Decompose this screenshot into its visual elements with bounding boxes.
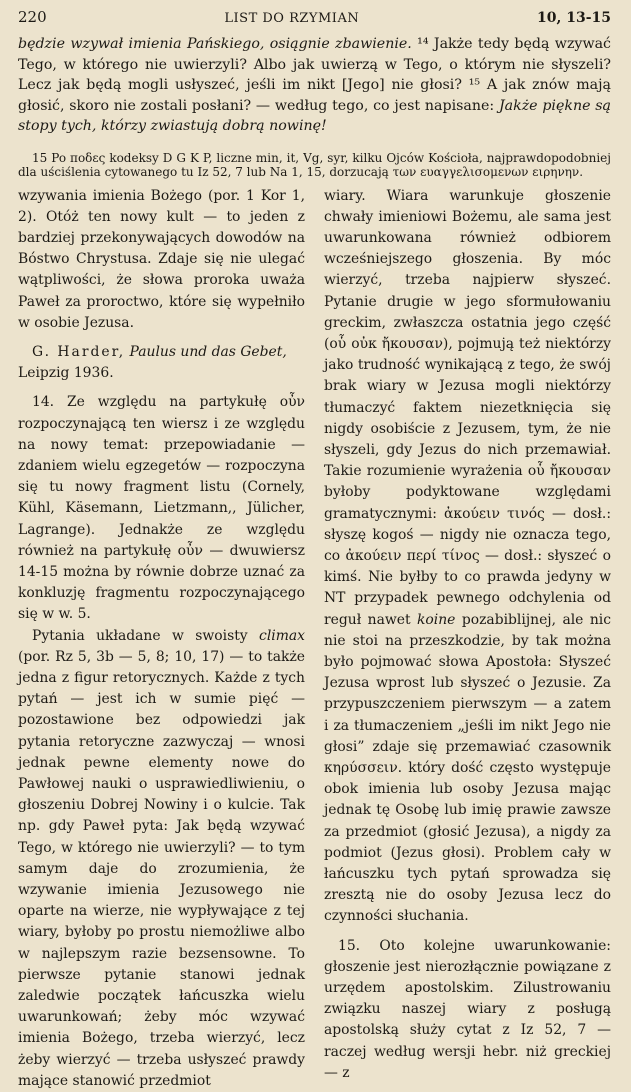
commentary-paragraph	[18, 626, 305, 1092]
reference-title: Paulus und das Gebet,	[130, 344, 287, 360]
running-head	[18, 8, 611, 30]
chapter-verse-reference: 10, 13-15	[537, 10, 611, 26]
scripture-citation: Jakże piękne są stopy tych, którzy zwiastują dobrą nowinę!	[18, 98, 611, 135]
left-column	[18, 186, 305, 1092]
running-title: LIST DO RZYMIAN	[224, 11, 359, 26]
commentary-term: climax	[259, 628, 305, 644]
commentary-text: wiary. Wiara warunkuje głoszenie chwały imieniowi Bożemu, ale sama jest uwarunkowana również odbiorem wcześniejszego głoszenia. By móc wierzyć, trzeba najpierw słyszeć. Pytanie drugie w jego sformułowaniu greckim, zwłaszcza ostatnia jego część (οὗ οὐκ ἤκουσαν), pojmują też niektórzy jako trudność wynikającą z tego, że swój brak wiary w Jezusa mogli niektórzy tłumaczyć faktem niezetknięcia się nigdy osobiście z Jezusem, tym, że nie słyszeli, gdy Jezus do nich przemawiał. Takie rozumienie wyrażenia οὗ ἤκουσαν byłoby podyktowane względami gramatycznymi: ἀκούειν τινός — dosł.: słyszę kogoś — nigdy nie oznacza tego, co ἀκούειν περί τίνος — dosł.: słyszeć o kimś. Nie byłby to co prawda jedyny w NT przypadek pewnego odchylenia od reguł nawet	[324, 188, 611, 628]
scripture-quote: będzie wzywał imienia Pańskiego, osiągnie zbawienie.	[18, 36, 412, 52]
commentary-term: koine	[417, 612, 455, 628]
commentary-text: (por. Rz 5, 3b — 5, 8; 10, 17) — to także jedna z figur retorycznych. Każde z tych pytań — jest ich w sumie pięć — pozostawione bez odpowiedzi jak pytania retoryczne zazwyczaj — wnosi jednak pewne elementy nowe do Pawłowej nauki o usprawiedliwieniu, o głoszeniu Dobrej Nowiny i o kulcie. Tak np. gdy Paweł pyta: Jak będą wzywać Tego, w którego nie uwierzyli? — to tym samym daje do zrozumienia, że wzywanie imienia Jezusowego nie oparte na wierze, nie wypływające z tej wiary, byłoby po prostu niemożliwe albo w najlepszym razie bezsensowne. To pierwsze pytanie stanowi jednak zaledwie początek łańcuszka wielu uwarunkowań; żeby móc wzywać imienia Bożego, trzeba wierzyć, lecz żeby wierzyć — trzeba usłyszeć prawdy mające stanowić przedmiot	[18, 649, 305, 1089]
bibliography-reference	[18, 342, 305, 384]
right-column	[324, 186, 611, 1092]
commentary-paragraph: wzywania imienia Bożego (por. 1 Kor 1, 2). Otóż ten nowy kult — to jeden z bardziej przekonywających dowodów na Bóstwo Chrystusa. Zdaje się nie ulegać wątpliwości, że słowa proroka uważa Paweł za proroctwo, które się wypełniło w osobie Jezusa.	[18, 186, 305, 334]
reference-author: G. Harder,	[32, 344, 125, 360]
scripture-body: ¹⁴ Jakże tedy będą wzywać Tego, w którego nie uwierzyli? Albo jak uwierzą w Tego, o którym nie słyszeli? Lecz jak będą mogli usłyszeć, jeśli im nikt [Jego] nie głosi? ¹⁵ A jak znów mają głosić, skoro nie zostali posłani? — według tego, co jest napisane:	[18, 36, 611, 114]
commentary-text: Pytania układane w swoisty	[32, 628, 259, 644]
scripture-paragraph	[18, 34, 611, 137]
commentary-paragraph: 14. Ze względu na partykułę οὖν rozpoczynającą ten wiersz i ze względu na nowy temat: przepowiadanie — zdaniem wielu egzegetów — rozpoczyna się tu nowy fragment listu (Cornely, Kühl, Käsemann, Lietzmann,, Jülicher, Lagrange). Jednakże ze względu również na partykułę οὖν — dwuwiersz 14-15 można by równie dobrze uznać za konkluzję fragmentu rozpoczynającego się w w. 5.	[18, 392, 305, 625]
commentary-text: pozabiblijnej, ale nic nie stoi na przeszkodzie, by tak można było pojmować słowa Apostoła: Słyszeć Jezusa wprost lub słyszeć o Jezusie. Za przypuszczeniem pierwszym — a zatem i za tłumaczeniem „jeśli im nikt Jego nie głosi” zdaje się przemawiać czasownik κηρύσσειν. który dość często występuje obok imienia lub osoby Jezusa mając jednak tę Osobę lub imię prawie zawsze za przedmiot (głosić Jezusa), a nigdy za podmiot (Jezus głosi). Problem cały w łańcuszku tych pytań sprowadza się zresztą nie do osoby Jezusa lecz do czynności słuchania.	[324, 612, 611, 925]
reference-place: Leipzig 1936.	[18, 365, 114, 381]
commentary-paragraph	[324, 186, 611, 928]
textual-footnote: 15 Po ποδες kodeksy D G K P, liczne min, it, Vg, syr, kilku Ojców Kościoła, najprawdopodobniej dla uściślenia cytowanego tu Iz 52, 7 lub Na 1, 15, dorzucają των ευαγγελισομενων ειρηνην.	[18, 151, 611, 180]
commentary-columns	[18, 186, 611, 1092]
commentary-paragraph: 15. Oto kolejne uwarunkowanie: głoszenie jest nierozłącznie powiązane z urzędem apostolskim. Zilustrowaniu związku naszej wiary z posługą apostolską służy cytat z Iz 52, 7 — raczej według wersji hebr. niż greckiej — z	[324, 936, 611, 1084]
scripture-text	[18, 34, 611, 137]
page-number: 220	[18, 8, 47, 26]
